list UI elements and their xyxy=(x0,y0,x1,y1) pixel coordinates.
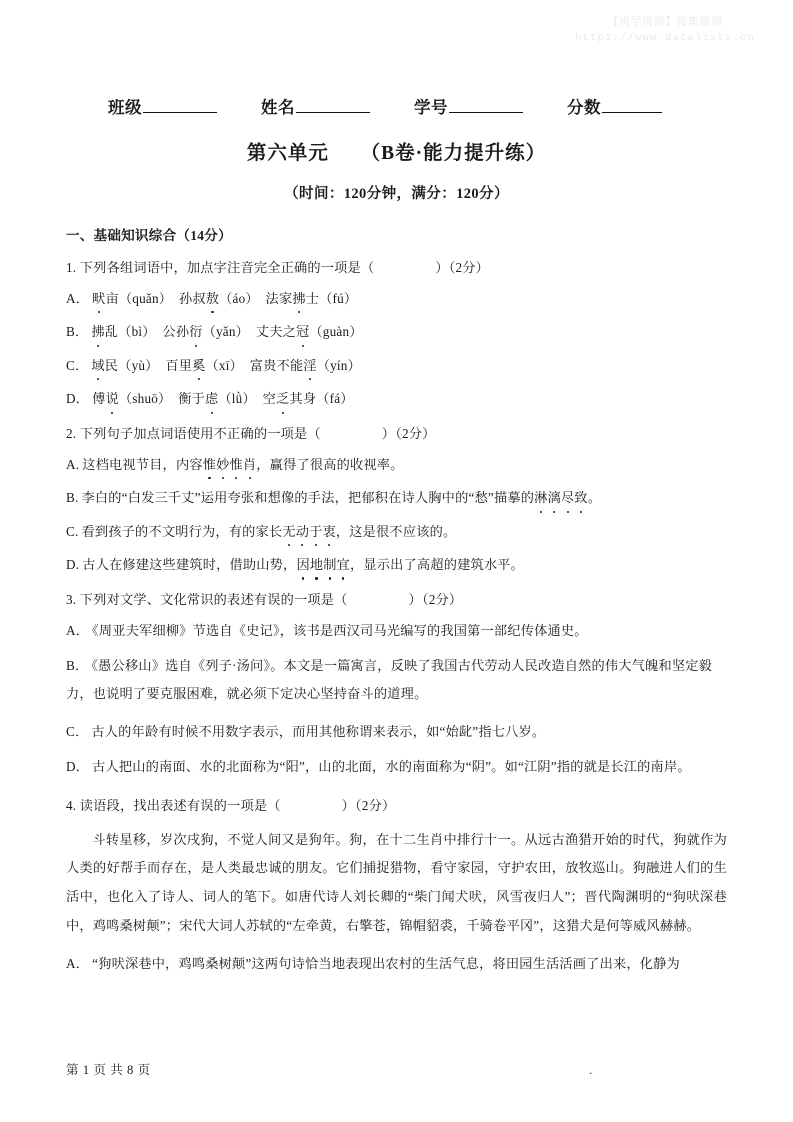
question-3-option-b[interactable] xyxy=(66,652,727,709)
question-2-stem xyxy=(66,423,727,442)
question-2-number: 2. xyxy=(66,425,77,441)
question-1-number: 1. xyxy=(66,260,77,275)
option-d-text: 傅说（shuō） 衡于虑（lǜ） 空乏其身（fá） xyxy=(92,391,354,406)
page-title xyxy=(66,137,727,165)
watermark-url: https://www.datalists.cn xyxy=(574,31,755,44)
option-a-text: 《周亚夫军细柳》节选自《史记》，该书是西汉司马光编写的我国第一部纪传体通史。 xyxy=(92,622,588,638)
emphasis-dot-char: 衍 xyxy=(189,322,202,342)
option-d-letter: D. xyxy=(66,557,80,573)
option-b-letter: B． xyxy=(66,324,89,340)
question-1-option-d[interactable] xyxy=(66,389,727,409)
emphasis-dot-char: 因 xyxy=(296,555,309,575)
emphasis-dot-char: 奚 xyxy=(192,356,205,376)
option-b-text: 拂乱（bì） 公孙衍（yǎn） 丈夫之冠（guàn） xyxy=(91,324,362,339)
question-2-option-b[interactable] xyxy=(66,488,727,508)
question-1-option-c[interactable] xyxy=(66,356,727,376)
option-d-text: 古人把山的南面、水的北面称为“阳”，山的北面，水的南面称为“阴”。如“江阴”指的就是长江的南岸。 xyxy=(92,759,691,775)
emphasis-dot-char: 乏 xyxy=(276,389,289,409)
option-a-letter: A. xyxy=(66,456,80,472)
emphasis-dot-char: 域 xyxy=(91,356,104,376)
option-c-letter: C． xyxy=(66,723,89,739)
question-4-score: ）（2分） xyxy=(341,797,396,813)
emphasis-dot-char: 拂 xyxy=(292,289,305,309)
question-2-text: 下列句子加点词语使用不正确的一项是（ xyxy=(79,425,321,441)
question-1-stem xyxy=(66,257,727,276)
option-c-letter: C． xyxy=(66,357,89,373)
option-b-letter: B． xyxy=(66,658,89,674)
page-footer xyxy=(66,1060,727,1078)
page-number: 第 1 页 共 8 页 xyxy=(66,1063,151,1077)
question-3-stem xyxy=(66,589,727,608)
watermark-title: 【尚学资源】搜集整理 xyxy=(607,16,723,28)
emphasis-dot-char: 致 xyxy=(574,488,587,508)
option-c-text: 看到孩子的不文明行为，有的家长无动于衷，这是很不应该的。 xyxy=(82,524,457,539)
option-c-text: 域民（yù） 百里奚（xī） 富贵不能淫（yín） xyxy=(91,358,361,373)
emphasis-dot-char: 畎 xyxy=(92,289,105,309)
emphasis-dot-char: 惟 xyxy=(230,455,243,475)
title-unit: 第六单元 xyxy=(246,143,329,164)
question-1-option-b[interactable] xyxy=(66,322,727,342)
question-4-option-a[interactable] xyxy=(66,954,727,974)
field-student-id xyxy=(414,94,523,118)
emphasis-dot-char: 虑 xyxy=(205,389,218,409)
emphasis-dot-char: 肖 xyxy=(243,455,256,475)
emphasis-dot-char: 尽 xyxy=(561,488,574,508)
question-3-text: 下列对文学、文化常识的表述有误的一项是（ xyxy=(79,591,348,607)
emphasis-dot-char: 地 xyxy=(310,555,323,575)
emphasis-dot-char: 妙 xyxy=(216,455,229,475)
option-c-text: 古人的年龄有时候不用数字表示，而用其他称谓来表示，如“始龀”指七八岁。 xyxy=(91,723,546,739)
field-score-blank[interactable] xyxy=(602,96,662,113)
option-b-text: 《愚公移山》选自《列子·汤问》。本文是一篇寓言，反映了我国古代劳动人民改造自然的伟大气魄和坚定毅力，也说明了要克服困难，就必须下定决心坚持奋斗的道理。 xyxy=(66,658,712,702)
field-class-label: 班级 xyxy=(108,98,142,117)
emphasis-dot-char: 于 xyxy=(309,522,322,542)
question-1-option-a[interactable] xyxy=(66,289,727,309)
question-1-text: 下列各组词语中，加点字注音完全正确的一项是（ xyxy=(79,260,375,275)
emphasis-dot-char: 拂 xyxy=(91,322,104,342)
question-2-score: ）（2分） xyxy=(381,425,436,441)
field-student-id-blank[interactable] xyxy=(449,96,523,113)
option-d-letter: D． xyxy=(66,759,90,775)
section-heading-1: 一、基础知识综合（14分） xyxy=(66,228,232,243)
option-a-letter: A． xyxy=(66,622,90,638)
question-3-option-a[interactable] xyxy=(66,621,727,641)
field-student-id-label: 学号 xyxy=(414,98,448,117)
question-4-stem xyxy=(66,795,727,814)
field-name-blank[interactable] xyxy=(296,96,370,113)
question-3-score: ）（2分） xyxy=(408,591,463,607)
question-4-passage: 斗转星移，岁次戌狗，不觉人间又是狗年。狗，在十二生肖中排行十一。从远古渔猎开始的时代，狗就作为人类的好帮手而存在，是人类最忠诚的朋友。它们捕捉猎物，看守家园，守护农田，放牧巡山。狗融进人们的生活中，也化入了诗人、词人的笔下。如唐代诗人刘长卿的“柴门闻犬吠，风雪夜归人”；晋代陶渊明的“狗吠深巷中，鸡鸣桑树颠”；宋代大词人苏轼的“左牵黄，右擎苍，锦帽貂裘，千骑卷平冈”，这猎犬是何等威风赫赫。 xyxy=(66,831,727,933)
field-score xyxy=(567,94,662,118)
emphasis-dot-char: 漓 xyxy=(548,488,561,508)
question-3-number: 3. xyxy=(66,591,77,607)
emphasis-dot-char: 淋 xyxy=(534,488,547,508)
field-class-blank[interactable] xyxy=(143,96,217,113)
question-1-score: ）（2分） xyxy=(435,260,490,275)
field-name-label: 姓名 xyxy=(261,98,295,117)
question-2-option-c[interactable] xyxy=(66,522,727,542)
option-a-text: 这档电视节目，内容惟妙惟肖，赢得了很高的收视率。 xyxy=(82,457,403,472)
option-d-letter: D． xyxy=(66,391,90,407)
option-c-letter: C. xyxy=(66,523,79,539)
question-2-option-d[interactable] xyxy=(66,555,727,575)
emphasis-dot-char: 淫 xyxy=(303,356,316,376)
emphasis-dot-char: 冠 xyxy=(296,322,309,342)
page-subtitle: （时间：120分钟，满分：120分） xyxy=(284,186,509,202)
emphasis-dot-char: 说 xyxy=(106,389,119,409)
emphasis-dot-char: 惟 xyxy=(203,455,216,475)
footer-right-mark: . xyxy=(589,1063,593,1077)
option-a-text: “狗吠深巷中，鸡鸣桑树颠”这两句诗恰当地表现出农村的生活气息，将田园生活活画了出来，化静为 xyxy=(92,955,680,971)
emphasis-dot-char: 无 xyxy=(282,522,295,542)
field-score-label: 分数 xyxy=(567,98,601,117)
title-paper: （B卷·能力提升练） xyxy=(360,143,547,164)
emphasis-dot-char: 敖 xyxy=(206,289,219,309)
field-class xyxy=(108,94,217,118)
emphasis-dot-char: 宜 xyxy=(337,555,350,575)
student-info-line xyxy=(66,94,727,118)
emphasis-dot-char: 制 xyxy=(323,555,336,575)
emphasis-dot-char: 衷 xyxy=(322,522,335,542)
option-d-text: 古人在修建这些建筑时，借助山势，因地制宜，显示出了高超的建筑水平。 xyxy=(82,557,524,572)
option-b-letter: B. xyxy=(66,490,79,506)
option-a-letter: A． xyxy=(66,955,90,971)
field-name xyxy=(261,94,370,118)
option-a-letter: A． xyxy=(66,291,90,306)
emphasis-dot-char: 动 xyxy=(296,522,309,542)
option-a-text: 畎亩（quǎn） 孙叔敖（áo） 法家拂士（fú） xyxy=(92,291,357,306)
question-2-option-a[interactable] xyxy=(66,455,727,475)
question-4-text: 读语段，找出表述有误的一项是（ xyxy=(79,797,281,813)
question-4-number: 4. xyxy=(66,797,77,813)
question-3-option-c[interactable] xyxy=(66,722,727,742)
question-3-option-d[interactable] xyxy=(66,753,727,781)
option-b-text: 李白的“白发三千丈”运用夸张和想像的手法，把郁积在诗人胸中的“愁”描摹的淋漓尽致。 xyxy=(82,490,602,505)
